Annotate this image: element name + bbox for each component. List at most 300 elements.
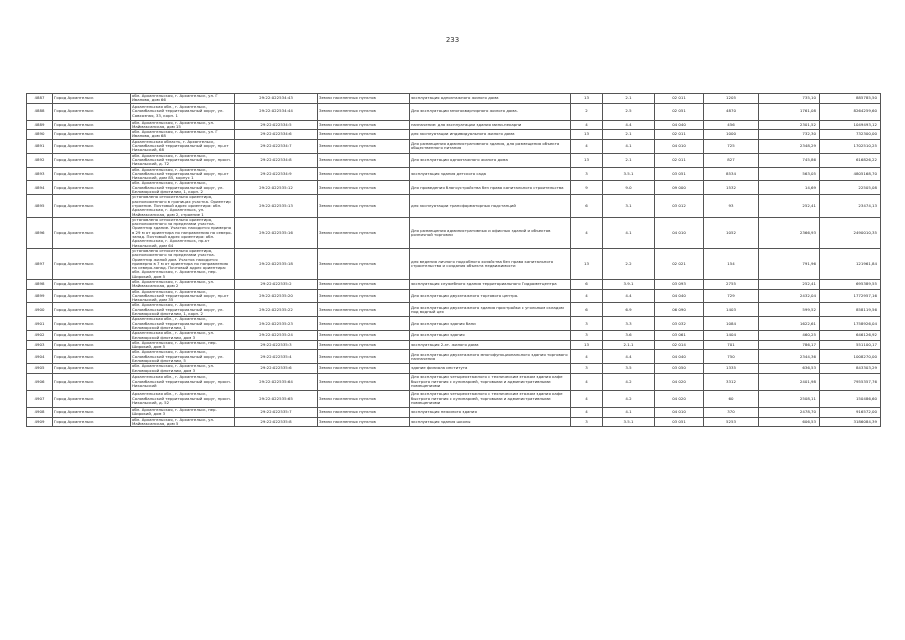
- address-cell: Архангельская обл., г. Архангельск, Соломбальский территориальный округ, просп. Никольский, д. 52: [131, 390, 235, 407]
- group-code-cell: 4: [571, 407, 603, 417]
- permitted-use-cell: Для эксплуатации здания бани: [410, 317, 571, 331]
- municipality-cell: Город Архангельск: [53, 303, 131, 317]
- cadastral-number-cell: 29:22:022534:5: [235, 120, 318, 130]
- cadastral-value-cell: 121961,84: [820, 248, 881, 279]
- row-number: 4907: [27, 390, 53, 407]
- classifier-code-cell: 03 050: [655, 364, 704, 374]
- address-cell: Архангельская обл., г. Архангельск, Соломбальский территориальный округ, ул. Совхозная, 33, корп. 1: [131, 103, 235, 120]
- land-category-cell: Земли населенных пунктов: [318, 167, 410, 181]
- page-number: 233: [445, 36, 460, 44]
- municipality-cell: Город Архангельск: [53, 407, 131, 417]
- group-code-cell: 4: [571, 289, 603, 303]
- group-code-cell: 4: [571, 350, 603, 364]
- address-cell: обл. Архангельская, г. Архангельск, пер. Широкий, дом 3: [131, 407, 235, 417]
- area-cell: 1205: [704, 94, 759, 104]
- cadastral-number-cell: 29:22:022535:65: [235, 390, 318, 407]
- land-category-cell: Земли населенных пунктов: [318, 317, 410, 331]
- specific-value-cell: 563,05: [759, 167, 820, 181]
- use-code-cell: 6.9: [603, 303, 655, 317]
- table-row: [27, 130, 881, 140]
- use-code-cell: 2.1: [603, 153, 655, 167]
- permitted-use-cell: Для эксплуатации многоквартирного жилого дома.: [410, 103, 571, 120]
- classifier-code-cell: 02 051: [655, 103, 704, 120]
- specific-value-cell: 1622,61: [759, 317, 820, 331]
- specific-value-cell: 460,25: [759, 331, 820, 341]
- specific-value-cell: 606,53: [759, 417, 820, 427]
- address-cell: обл. Архангельская, г. Архангельск, Соломбальский территориальный округ, ул. Беломорской флотилии, 1, корп. 2: [131, 303, 235, 317]
- specific-value-cell: 2366,93: [759, 217, 820, 248]
- classifier-code-cell: 02 014: [655, 340, 704, 350]
- use-code-cell: 3.5.1: [603, 417, 655, 427]
- municipality-cell: Город Архангельск: [53, 279, 131, 289]
- municipality-cell: Город Архангельск: [53, 289, 131, 303]
- group-code-cell: 9: [571, 181, 603, 195]
- address-cell: установлено относительно ориентира, расположенного в границах участка. Ориентир строение. Почтовый адрес ориентира: обл. Архангельская, г. Архангельск, ул. Маймаксанская, дом 2, строение 1: [131, 195, 235, 217]
- table-row: [27, 407, 881, 417]
- cadastral-value-cell: 858119,56: [820, 303, 881, 317]
- classifier-code-cell: 03 051: [655, 417, 704, 427]
- area-cell: 1403: [704, 303, 759, 317]
- land-category-cell: Земли населенных пунктов: [318, 373, 410, 390]
- cadastral-value-cell: 646126,92: [820, 331, 881, 341]
- cadastral-number-cell: 29:22:022535:13: [235, 195, 318, 217]
- area-cell: 725: [704, 139, 759, 153]
- address-cell: Архангельская обл., г. Архангельск, ул. Беломорской флотилии, дом 3: [131, 331, 235, 341]
- permitted-use-cell: Для эксплуатации четырехэтажного с техническим этажом здания кафе быстрого питания с кулинарией, торговыми и административными помещениями: [410, 373, 571, 390]
- classifier-code-cell: 03 051: [655, 167, 704, 181]
- cadastral-value-table: [26, 93, 880, 427]
- area-cell: 1532: [704, 181, 759, 195]
- land-category-cell: Земли населенных пунктов: [318, 279, 410, 289]
- group-code-cell: 4: [571, 139, 603, 153]
- group-code-cell: 2: [571, 103, 603, 120]
- table-row: [27, 94, 881, 104]
- row-number: 4899: [27, 289, 53, 303]
- cadastral-number-cell: 29:22:022534:7: [235, 139, 318, 153]
- land-category-cell: Земли населенных пунктов: [318, 130, 410, 140]
- area-cell: 1052: [704, 217, 759, 248]
- table-row: [27, 289, 881, 303]
- permitted-use-cell: эксплуатация здания детского сада: [410, 167, 571, 181]
- classifier-code-cell: 03 012: [655, 195, 704, 217]
- classifier-code-cell: 03 032: [655, 317, 704, 331]
- row-number: 4895: [27, 195, 53, 217]
- permitted-use-cell: для ведения личного подсобного хозяйства без права капитального строительства и создания объекта недвижимости: [410, 248, 571, 279]
- cadastral-value-cell: 1702510,25: [820, 139, 881, 153]
- specific-value-cell: 745,86: [759, 153, 820, 167]
- group-code-cell: 6: [571, 279, 603, 289]
- address-cell: обл. Архангельская, г. Архангельск, ул. Г Иванова, дом 68: [131, 130, 235, 140]
- municipality-cell: Город Архангельск: [53, 130, 131, 140]
- specific-value-cell: 14,69: [759, 181, 820, 195]
- classifier-code-cell: 04 010: [655, 217, 704, 248]
- use-code-cell: 4.1: [603, 217, 655, 248]
- specific-value-cell: 2508,11: [759, 390, 820, 407]
- permitted-use-cell: для эксплуатации индивидуального жилого дома: [410, 130, 571, 140]
- row-number: 4901: [27, 317, 53, 331]
- permitted-use-cell: для эксплуатации трансформаторных подстанций: [410, 195, 571, 217]
- land-category-cell: Земли населенных пунктов: [318, 195, 410, 217]
- classifier-code-cell: 02 021: [655, 248, 704, 279]
- use-code-cell: 2.1: [603, 130, 655, 140]
- use-code-cell: 4.2: [603, 373, 655, 390]
- address-cell: обл. Архангельская, г. Архангельск, ул. Беломорской флотилии, дом 3: [131, 364, 235, 374]
- municipality-cell: Город Архангельск: [53, 181, 131, 195]
- cadastral-value-cell: 23474,13: [820, 195, 881, 217]
- use-code-cell: 2.2: [603, 248, 655, 279]
- address-cell: Архангельская обл., г. Архангельск, Соломбальский территориальный округ, просп. Никольский: [131, 373, 235, 390]
- row-number: 4894: [27, 181, 53, 195]
- address-cell: обл. Архангельская, г. Архангельск, ул. Маймаксанская, дом 15: [131, 120, 235, 130]
- land-category-cell: Земли населенных пунктов: [318, 289, 410, 303]
- table-row: [27, 340, 881, 350]
- area-cell: 2755: [704, 279, 759, 289]
- area-cell: 93: [704, 195, 759, 217]
- cadastral-value-cell: 2490010,35: [820, 217, 881, 248]
- municipality-cell: Город Архангельск: [53, 153, 131, 167]
- table-row: [27, 167, 881, 181]
- row-number: 4904: [27, 350, 53, 364]
- area-cell: 1335: [704, 364, 759, 374]
- table-row: [27, 181, 881, 195]
- classifier-code-cell: 04 020: [655, 373, 704, 390]
- municipality-cell: Город Архангельск: [53, 317, 131, 331]
- specific-value-cell: 735,10: [759, 94, 820, 104]
- cadastral-value-cell: 22505,08: [820, 181, 881, 195]
- cadastral-number-cell: 29:22:022535:4: [235, 350, 318, 364]
- cadastral-number-cell: 29:22:022534:9: [235, 167, 318, 181]
- specific-value-cell: 2432,04: [759, 289, 820, 303]
- permitted-use-cell: Для эксплуатации здания: [410, 331, 571, 341]
- area-cell: 60: [704, 390, 759, 407]
- municipality-cell: Город Архангельск: [53, 331, 131, 341]
- municipality-cell: Город Архангельск: [53, 364, 131, 374]
- permitted-use-cell: эксплуатация 2-эт. жилого дома: [410, 340, 571, 350]
- specific-value-cell: 252,41: [759, 195, 820, 217]
- use-code-cell: 2.5: [603, 103, 655, 120]
- address-cell: обл. Архангельская, г. Архангельск, ул. Маймаксанская, дом 2: [131, 279, 235, 289]
- area-cell: 729: [704, 289, 759, 303]
- group-code-cell: 4: [571, 390, 603, 407]
- table-row: [27, 317, 881, 331]
- cadastral-number-cell: 29:22:022535:2: [235, 279, 318, 289]
- cadastral-number-cell: 29:22:022535:64: [235, 373, 318, 390]
- use-code-cell: 4.2: [603, 390, 655, 407]
- municipality-cell: Город Архангельск: [53, 195, 131, 217]
- cadastral-number-cell: 29:22:022534:43: [235, 94, 318, 104]
- cadastral-value-cell: 616826,22: [820, 153, 881, 167]
- group-code-cell: 4: [571, 120, 603, 130]
- municipality-cell: Город Архангельск: [53, 373, 131, 390]
- address-cell: обл. Архангельская, г. Архангельск, Соломбальский территориальный округ, ул. Беломорской флотилии, 1, корп. 2: [131, 181, 235, 195]
- group-code-cell: 6: [571, 195, 603, 217]
- classifier-code-cell: 03 093: [655, 279, 704, 289]
- use-code-cell: 3.5.1: [603, 167, 655, 181]
- permitted-use-cell: Для эксплуатации двухэтажного здания пристройки с угольным складом под водный цех: [410, 303, 571, 317]
- row-number: 4905: [27, 364, 53, 374]
- area-cell: 8534: [704, 167, 759, 181]
- classifier-code-cell: 02 011: [655, 153, 704, 167]
- table-row: [27, 120, 881, 130]
- use-code-cell: 4.4: [603, 350, 655, 364]
- table-row: [27, 303, 881, 317]
- row-number: 4893: [27, 167, 53, 181]
- land-category-cell: Земли населенных пунктов: [318, 103, 410, 120]
- cadastral-value-cell: 1008270,00: [820, 350, 881, 364]
- permitted-use-cell: здание филиала института: [410, 364, 571, 374]
- permitted-use-cell: Для проведения благоустройства без права капитального строительства: [410, 181, 571, 195]
- specific-value-cell: 732,30: [759, 130, 820, 140]
- land-category-cell: Земли населенных пунктов: [318, 407, 410, 417]
- group-code-cell: 3: [571, 167, 603, 181]
- specific-value-cell: 599,52: [759, 303, 820, 317]
- cadastral-value-cell: 8264259,60: [820, 103, 881, 120]
- table-row: [27, 248, 881, 279]
- row-number: 4887: [27, 94, 53, 104]
- area-cell: 1404: [704, 331, 759, 341]
- classifier-code-cell: 04 040: [655, 350, 704, 364]
- row-number: 4898: [27, 279, 53, 289]
- group-code-cell: 13: [571, 94, 603, 104]
- cadastral-value-cell: 4805168,70: [820, 167, 881, 181]
- area-cell: 1084: [704, 317, 759, 331]
- municipality-cell: Город Архангельск: [53, 417, 131, 427]
- classifier-code-cell: 04 040: [655, 289, 704, 303]
- municipality-cell: Город Архангельск: [53, 94, 131, 104]
- land-category-cell: Земли населенных пунктов: [318, 139, 410, 153]
- permitted-use-cell: Для эксплуатации двухэтажного торгового центра.: [410, 289, 571, 303]
- land-category-cell: Земли населенных пунктов: [318, 303, 410, 317]
- table-row: [27, 373, 881, 390]
- use-code-cell: 2.1.1: [603, 340, 655, 350]
- row-number: 4888: [27, 103, 53, 120]
- group-code-cell: 13: [571, 153, 603, 167]
- row-number: 4897: [27, 248, 53, 279]
- use-code-cell: 4.4: [603, 120, 655, 130]
- area-cell: 456: [704, 120, 759, 130]
- permitted-use-cell: Для эксплуатации одноэтажного жилого дома: [410, 153, 571, 167]
- land-category-cell: Земли населенных пунктов: [318, 153, 410, 167]
- specific-value-cell: 2344,36: [759, 350, 820, 364]
- cadastral-number-cell: 29:22:022535:3: [235, 340, 318, 350]
- cadastral-number-cell: 29:22:022535:22: [235, 303, 318, 317]
- municipality-cell: Город Архангельск: [53, 139, 131, 153]
- specific-value-cell: 636,53: [759, 364, 820, 374]
- classifier-code-cell: 06 090: [655, 303, 704, 317]
- area-cell: 750: [704, 350, 759, 364]
- land-category-cell: Земли населенных пунктов: [318, 248, 410, 279]
- cadastral-value-cell: 843303,29: [820, 364, 881, 374]
- municipality-cell: Город Архангельск: [53, 167, 131, 181]
- cadastral-number-cell: 29:22:022535:7: [235, 407, 318, 417]
- use-code-cell: 9.0: [603, 181, 655, 195]
- municipality-cell: Город Архангельск: [53, 350, 131, 364]
- area-cell: 370: [704, 407, 759, 417]
- group-code-cell: 6: [571, 303, 603, 317]
- address-cell: обл. Архангельская, г. Архангельск, ул. Г Иванова, дом 66: [131, 94, 235, 104]
- row-number: 4889: [27, 120, 53, 130]
- cadastral-number-cell: 29:22:022535:12: [235, 181, 318, 195]
- cadastral-value-cell: 885785,50: [820, 94, 881, 104]
- cadastral-number-cell: 29:22:022535:23: [235, 317, 318, 331]
- group-code-cell: 13: [571, 130, 603, 140]
- cadastral-number-cell: 29:22:022534:8: [235, 153, 318, 167]
- classifier-code-cell: 02 011: [655, 130, 704, 140]
- cadastral-value-cell: 551100,17: [820, 340, 881, 350]
- cadastral-number-cell: 29:22:022534:6: [235, 130, 318, 140]
- use-code-cell: 4.1: [603, 139, 655, 153]
- specific-value-cell: 786,17: [759, 340, 820, 350]
- group-code-cell: 4: [571, 217, 603, 248]
- municipality-cell: Город Архангельск: [53, 340, 131, 350]
- group-code-cell: 13: [571, 248, 603, 279]
- table-row: [27, 350, 881, 364]
- classifier-code-cell: 09 000: [655, 181, 704, 195]
- classifier-code-cell: 03 061: [655, 331, 704, 341]
- cadastral-number-cell: 29:22:022535:24: [235, 331, 318, 341]
- area-cell: 4870: [704, 103, 759, 120]
- specific-value-cell: 252,41: [759, 279, 820, 289]
- specific-value-cell: 2348,29: [759, 139, 820, 153]
- cadastral-value-cell: 695389,55: [820, 279, 881, 289]
- cadastral-number-cell: 29:22:022535:6: [235, 364, 318, 374]
- row-number: 4902: [27, 331, 53, 341]
- area-cell: 827: [704, 153, 759, 167]
- specific-value-cell: 2401,98: [759, 373, 820, 390]
- permitted-use-cell: назначение: для эксплуатации здания мини-пекарни: [410, 120, 571, 130]
- area-cell: 1000: [704, 130, 759, 140]
- cadastral-number-cell: 29:22:022535:16: [235, 217, 318, 248]
- row-number: 4892: [27, 153, 53, 167]
- specific-value-cell: 2301,52: [759, 120, 820, 130]
- land-category-cell: Земли населенных пунктов: [318, 331, 410, 341]
- permitted-use-cell: Для размещения административных и офисных зданий и объектов розничной торговли: [410, 217, 571, 248]
- group-code-cell: 3: [571, 331, 603, 341]
- table-row: [27, 139, 881, 153]
- row-number: 4890: [27, 130, 53, 140]
- use-code-cell: 3.1: [603, 195, 655, 217]
- cadastral-value-cell: 1049493,12: [820, 120, 881, 130]
- table-row: [27, 390, 881, 407]
- group-code-cell: 13: [571, 340, 603, 350]
- address-cell: обл. Архангельская, г. Архангельск, Соломбальский территориальный округ, просп. Никольский, д. 72: [131, 153, 235, 167]
- municipality-cell: Город Архангельск: [53, 217, 131, 248]
- table-row: [27, 417, 881, 427]
- table-row: [27, 103, 881, 120]
- address-cell: обл. Архангельская, г. Архангельск, Соломбальский территориальный округ, пр-кт Никольский, дом 35: [131, 289, 235, 303]
- address-cell: обл. Архангельская, г. Архангельск, пер. Широкий, дом 5: [131, 340, 235, 350]
- cadastral-value-cell: 3186084,39: [820, 417, 881, 427]
- use-code-cell: 4.1: [603, 407, 655, 417]
- area-cell: 701: [704, 340, 759, 350]
- land-category-cell: Земли населенных пунктов: [318, 340, 410, 350]
- cadastral-number-cell: 29:22:022535:20: [235, 289, 318, 303]
- use-code-cell: 3.9.1: [603, 279, 655, 289]
- cadastral-number-cell: 29:22:022534:44: [235, 103, 318, 120]
- permitted-use-cell: эксплуатация нежилого здания: [410, 407, 571, 417]
- land-category-cell: Земли населенных пунктов: [318, 217, 410, 248]
- permitted-use-cell: эксплуатация служебного здания территориального Гидрометцентра: [410, 279, 571, 289]
- group-code-cell: 3: [571, 317, 603, 331]
- table-row: [27, 364, 881, 374]
- row-number: 4896: [27, 217, 53, 248]
- classifier-code-cell: 04 020: [655, 390, 704, 407]
- group-code-cell: 4: [571, 373, 603, 390]
- land-category-cell: Земли населенных пунктов: [318, 390, 410, 407]
- row-number: 4903: [27, 340, 53, 350]
- address-cell: Архангельская обл., г. Архангельск, Соломбальский территориальный округ, ул. Беломорской флотилии, 1: [131, 317, 235, 331]
- specific-value-cell: 1761,08: [759, 103, 820, 120]
- group-code-cell: 3: [571, 417, 603, 427]
- cadastral-value-cell: 916572,00: [820, 407, 881, 417]
- classifier-code-cell: 04 040: [655, 120, 704, 130]
- address-cell: обл. Архангельская, г. Архангельск, Соломбальский территориальный округ, ул. Беломорской флотилии, 5: [131, 350, 235, 364]
- area-cell: 5253: [704, 417, 759, 427]
- municipality-cell: Город Архангельск: [53, 390, 131, 407]
- classifier-code-cell: 04 010: [655, 139, 704, 153]
- row-number: 4900: [27, 303, 53, 317]
- cadastral-value-cell: 732300,00: [820, 130, 881, 140]
- land-category-cell: Земли населенных пунктов: [318, 94, 410, 104]
- land-category-cell: Земли населенных пунктов: [318, 364, 410, 374]
- table-row: [27, 153, 881, 167]
- municipality-cell: Город Архангельск: [53, 103, 131, 120]
- row-number: 4909: [27, 417, 53, 427]
- cadastral-value-cell: 150486,60: [820, 390, 881, 407]
- permitted-use-cell: Для размещения административного здания, для размещения объекта общественного питания: [410, 139, 571, 153]
- land-category-cell: Земли населенных пунктов: [318, 181, 410, 195]
- table-row: [27, 331, 881, 341]
- permitted-use-cell: Для эксплуатации двухэтажного многофункционального здания торгового назначения: [410, 350, 571, 364]
- area-cell: 154: [704, 248, 759, 279]
- land-category-cell: Земли населенных пунктов: [318, 417, 410, 427]
- municipality-cell: Город Архангельск: [53, 120, 131, 130]
- table-row: [27, 279, 881, 289]
- specific-value-cell: 2478,70: [759, 407, 820, 417]
- classifier-code-cell: 04 010: [655, 407, 704, 417]
- use-code-cell: 3.5: [603, 364, 655, 374]
- address-cell: установлено относительно ориентира, расположенного за пределами участка. Ориентир здание. Участок находится примерно в 29 м от ориентира по направлению на северо-запад. Почтовый адрес ориентира: обл. Архангельская, г. Архангельск, пр-кт Никольский, дом 64: [131, 217, 235, 248]
- use-code-cell: 3.3: [603, 317, 655, 331]
- use-code-cell: 3.6: [603, 331, 655, 341]
- cadastral-number-cell: 29:22:022535:8: [235, 417, 318, 427]
- classifier-code-cell: 02 011: [655, 94, 704, 104]
- permitted-use-cell: эксплуатация здания школы: [410, 417, 571, 427]
- municipality-cell: Город Архангельск: [53, 248, 131, 279]
- use-code-cell: 4.4: [603, 289, 655, 303]
- permitted-use-cell: Для эксплуатации четырехэтажного с техническим этажом здания кафе быстрого питания с кулинарией, торговыми и административными помещениями: [410, 390, 571, 407]
- address-cell: обл. Архангельская, г. Архангельск, ул. Маймаксанская, дом 5: [131, 417, 235, 427]
- address-cell: Архангельская область, г. Архангельск, Соломбальский территориальный округ, пр-кт Никольский, 68: [131, 139, 235, 153]
- area-cell: 3312: [704, 373, 759, 390]
- table-row: [27, 195, 881, 217]
- land-category-cell: Земли населенных пунктов: [318, 350, 410, 364]
- table-row: [27, 217, 881, 248]
- land-category-cell: Земли населенных пунктов: [318, 120, 410, 130]
- row-number: 4906: [27, 373, 53, 390]
- specific-value-cell: 791,96: [759, 248, 820, 279]
- group-code-cell: 3: [571, 364, 603, 374]
- cadastral-value-cell: 7955357,76: [820, 373, 881, 390]
- row-number: 4891: [27, 139, 53, 153]
- use-code-cell: 2.1: [603, 94, 655, 104]
- cadastral-value-cell: 1772957,16: [820, 289, 881, 303]
- row-number: 4908: [27, 407, 53, 417]
- address-cell: обл. Архангельская, г. Архангельск, Соломбальский территориальный округ, пр-кт Никольский, дом 85, корпус 1: [131, 167, 235, 181]
- cadastral-number-cell: 29:22:022535:18: [235, 248, 318, 279]
- permitted-use-cell: эксплуатация одноэтажного жилого дома: [410, 94, 571, 104]
- cadastral-value-cell: 1758926,04: [820, 317, 881, 331]
